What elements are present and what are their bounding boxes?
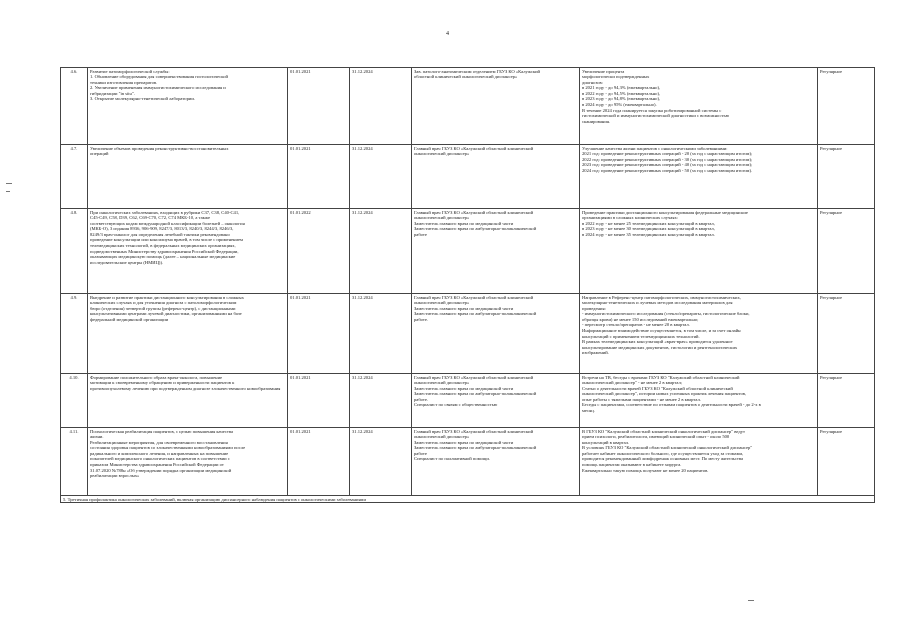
expected-result-line: помощь пациентам оказывают в кабинете хирурга. [582,462,682,468]
measure-type-cell [818,68,875,145]
responsible-executor-cell [412,294,580,374]
expected-result-cell [580,428,818,496]
expected-result-line: работает кабинет онкологического больного, где осуществляется уход за стомами, [582,450,744,456]
measure-description-line: С45-С49, С58, D39, С62, С69-С70, С72, С74 МКБ-10, а также [90,215,211,221]
responsible-executor-line: онкологический диспансер» [414,380,470,386]
expected-result-cell [580,145,818,209]
measure-description-line: Развитие патоморфологической службы: [90,68,170,74]
expected-result-line: в 2024 году - до 95% (ежеквартально). [582,102,657,108]
end-date-cell [350,374,412,428]
responsible-executor-line: работе [414,450,427,456]
expected-result-line: в 2024 году - не менее 35 телемедицинских консультаций в квартал. [582,231,715,237]
expected-result-line: сканирования. [582,118,611,124]
responsible-executor-cell [412,145,580,209]
measure-description-line: 3. Открытие молекулярно-генетической лаборатории. [90,96,195,102]
expected-result-line: молекулярно-генетических и лучевых методов исследования материалов для [582,300,733,306]
expected-result-line: онкологический диспансер", истории новых успешных практик лечения пациентов, [582,391,747,397]
measure-type: Регулярное [820,428,843,434]
measure-description-line: 31.07.2020 №788н «Об утверждении порядка организации медицинской [90,467,232,473]
expected-result-line: в 2022 году - до 94,5% (ежеквартально), [582,90,661,96]
end-date-cell [350,294,412,374]
expected-result-line: консультирование медицинских документов, гистологии и рентгенологических [582,344,738,350]
responsible-executor-line: Главный врач ГБУЗ КО «Калужский областной клинический [414,145,534,151]
measure-description-line: противоопухолевому лечению при подтвержденном диагнозе злокачественного новообразования [90,385,281,391]
end-date: 31.12.2024 [352,145,373,151]
measure-description-line: подведомственных Министерству здравоохранения Российской Федерации, [90,248,239,254]
expected-result-cell [580,209,818,294]
expected-result-line: Информационное взаимодействие осуществляется, в том числе, и за счет онлайн [582,328,741,334]
expected-result-line: В ГБУЗ КО "Калужский областной клинический онкологический диспансер" ведут [582,428,746,434]
measure-description-cell [88,68,288,145]
measure-description-line: гибридизации "in situ". [90,90,135,96]
expected-result-line: Проведение практики дистанционного консультирования федеральные медицинские [582,209,748,215]
row-number: 4.7. [70,145,78,151]
start-date: 01.01.2021 [290,374,311,380]
measure-description-line: операций [90,151,109,157]
measure-type-cell [818,428,875,496]
measure-description-line: Внедрение и развитие практики дистанционного консультирования в сложных [90,294,244,300]
responsible-executor-cell [412,209,580,294]
table-row [61,68,875,145]
measure-description-line: техники изготовления препаратов. [90,79,158,85]
measure-description-line: состояния здоровья пациентов со злокачественными новообразованиями после [90,445,246,451]
expected-result-line: В рамках телемедицинских консультаций «врач-врач» проводится удаленное [582,339,733,345]
start-date: 01.01.2021 [290,145,311,151]
expected-result-line: - иммуногистохимического исследования (стекло/препараты, гистологические блоки, [582,311,750,317]
expected-result-line: 2021 год: проведение реконструктивных операций - 20 (за год с нарастающим итогом); [582,151,753,157]
row-number-cell [61,145,88,209]
measure-type: Регулярное [820,68,843,74]
measure-description-line: реабилитации взрослых» [90,473,140,479]
measure-description-line: клинических случаях и для уточнения диагноза с патоломорфологическим [90,300,237,306]
start-date-cell [288,374,350,428]
start-date: 01.01.2021 [290,428,311,434]
measure-description-cell [88,294,288,374]
expected-result-line: прием психологи, реабилитологи, имеющий клинический опыт - около 500 [582,434,730,440]
responsible-executor-cell [412,374,580,428]
responsible-executor-cell [412,428,580,496]
table-row [61,294,875,374]
expected-result-line: онкологический диспансер" - не менее 2 в квартал; [582,380,683,386]
measure-description-line: соответствующих кодам международной классификации болезней – онкология [90,220,245,226]
measure-type-cell [818,209,875,294]
measure-type-cell [818,374,875,428]
responsible-executor-line: Специалист по паллиативной помощи. [414,456,490,462]
expected-result-line: В условиях ГБУЗ КО "Калужский областной клинический онкологический диспансер" [582,445,753,451]
measure-description-line: (МКБ-О), 3 издания 8936, 906-909, 8247/3, 8013/3, 8240/3, 8244/3, 8246/3, [90,226,234,232]
end-date: 31.12.2024 [352,294,373,300]
expected-result-line: консультаций с применением телемедицинских технологий. [582,333,700,339]
responsible-executor-line: Заместитель главного врача по медицинской части [414,385,514,391]
measure-type-cell [818,294,875,374]
responsible-executor-line: онкологический диспансер» [414,434,470,440]
expected-result-line: образцы крови) не менее 150 исследований ежеквартально; [582,316,699,322]
responsible-executor-line: Главный врач ГБУЗ КО «Калужский областной клинический [414,374,534,380]
table-row [61,209,875,294]
row-number-cell [61,428,88,496]
responsible-executor-line: Заместитель главного врача по амбулаторно-поликлинической [414,226,537,232]
expected-result-line: месяц. [582,408,595,414]
measure-description-line: радикального и комплексного лечения, и направленных на повышение [90,450,229,456]
end-date: 31.12.2024 [352,209,373,215]
start-date-cell [288,209,350,294]
expected-result-line: проводится рекомендованный лимфодренаж основных мест. По месту жительства [582,456,744,462]
measure-description-line: бюро (отделения) четвертой группы (референс-центр), с дистанционными [90,305,236,311]
start-date: 01.01.2021 [290,294,311,300]
row-number-cell [61,68,88,145]
expected-result-line: Улучшение качества жизни пациентов с онкологическими заболеваниями: [582,145,728,151]
row-number-cell [61,374,88,428]
expected-result-line: 2023 год: проведение реконструктивных операций - 40 (за год с нарастающим итогом); [582,162,753,168]
measure-description-cell [88,145,288,209]
expected-result-line: 2022 год: проведение реконструктивных операций - 30 (за год с нарастающим итогом); [582,156,753,162]
responsible-executor-line: Специалист по связям с общественностью [414,402,498,408]
expected-result-line: Ежеквартально такую помощь получают не менее 20 пациентов. [582,467,709,473]
end-date: 31.12.2024 [352,68,373,74]
responsible-executor-line: онкологический диспансер» [414,300,470,306]
section-heading: 5. Третичная профилактика онкологических заболеваний, включая организацию диспансерного наблюдения пациентов с онкологическими заболеваниями [61,496,875,503]
responsible-executor-line: работе. [414,396,429,402]
start-date: 01.01.2021 [290,68,311,74]
measure-description-cell [88,428,288,496]
row-number: 4.6. [70,68,78,74]
measure-description-line: проведение консультации или консилиума врачей, в том числе с применением [90,237,243,243]
responsible-executor-line: онкологический диспансер» [414,151,470,157]
expected-result-line: Встречи на ТВ, беседы с врачами ГБУЗ КО "Калужский областной клинический [582,374,740,380]
measure-description-line: 8249/3 врач-онколог для определения лечебной тактики рекомендовано [90,231,230,237]
measure-description-line: консультативными центрами лучевой диагностики, организованными на базе [90,311,242,317]
expected-result-line: проведения: [582,305,606,311]
expected-result-line: Статьи о деятельности врачей ГБУЗ КО "Калужский областной клинический [582,385,733,391]
start-date-cell [288,68,350,145]
expected-result-line: гистохимической и иммуногистохимической диагностики с возможностью [582,113,730,119]
measure-type: Регулярное [820,294,843,300]
responsible-executor-line: Заместитель главного врача по медицинской части [414,305,514,311]
expected-result-line: в 2023 году - не менее 30 телемедицинских консультаций в квартал, [582,226,715,232]
start-date: 01.01.2022 [290,209,311,215]
table-row [61,374,875,428]
table-row [61,145,875,209]
measure-description-line: показателей медицинского онкологических пациентов в соответствии с [90,456,230,462]
measure-type: Регулярное [820,374,843,380]
responsible-executor-line: Заместитель главного врача по амбулаторно-поликлинической [414,391,537,397]
measure-description-line: Формирование положительного образа врача-онколога, повышение [90,374,223,380]
measure-description-line: телемедицинских технологий, в федеральных медицинских организациях, [90,243,236,249]
measure-description-line: жизни. [90,434,104,440]
measure-description-cell [88,374,288,428]
expected-result-line: морфологически подтвержденных [582,74,650,80]
expected-result-line: Беседы с пациентами, соответствие по отзывам пациентов о деятельности врачей - до 2-х в [582,402,761,408]
expected-result-line: Направление в Референс-центр патоморфологических, иммуногистохимических, [582,294,741,300]
responsible-executor-cell [412,68,580,145]
start-date-cell [288,145,350,209]
measure-description-line: приказом Министерства здравоохранения Российской Федерации от [90,462,224,468]
section-heading-row [61,496,875,503]
measure-description-line: исследовательские центры (НМИЦ)). [90,259,164,265]
end-date-cell [350,209,412,294]
expected-result-cell [580,294,818,374]
responsible-executor-line: работе. [414,316,429,322]
end-date-cell [350,145,412,209]
responsible-executor-line: Заместитель главного врача по амбулаторно-поликлинической [414,311,537,317]
responsible-executor-line: Заместитель главного врача по медицинской части [414,220,514,226]
measure-description-line: мотивации к своевременному обращению и приверженности пациентов к [90,380,235,386]
expected-result-line: в 2021 году - до 94,3% (ежеквартально), [582,85,661,91]
responsible-executor-line: работе [414,231,427,237]
measure-description-cell [88,209,288,294]
page-number: 4 [446,31,449,37]
expected-result-line: В течение 2024 года планируется закупка роботизированной системы с [582,107,722,113]
expected-result-line: опыт работы с тяжелыми пациентами - не менее 2 в квартал. [582,396,701,402]
responsible-executor-line: Главный врач ГБУЗ КО «Калужский областной клинический [414,294,534,300]
measure-description-line: 2. Увеличение применения иммуногистохимического исследования и [90,85,226,91]
expected-result-line: в 2023 году - до 94,8% (ежеквартально), [582,96,661,102]
row-number: 4.8. [70,209,78,215]
row-number: 4.10. [69,374,79,380]
row-number-cell [61,209,88,294]
responsible-executor-line: областной клинический онкологический диспансер» [414,74,518,80]
responsible-executor-line: Заместитель главного врача по амбулаторно-поликлинической [414,445,537,451]
end-date-cell [350,68,412,145]
expected-result-line: консультаций в квартал. [582,439,630,445]
measure-description-line: федеральной медицинской организации [90,316,169,322]
measure-description-line: 1. Обновление оборудования для совершенствования гистологической [90,74,228,80]
responsible-executor-line: Зав. патолого-анатомическим отделением ГБУЗ КО «Калужский [414,68,541,74]
measure-type-cell [818,145,875,209]
expected-result-cell [580,68,818,145]
measure-type: Регулярное [820,145,843,151]
start-date-cell [288,428,350,496]
measure-description-line: Реабилитационные мероприятия, для своевременного восстановления [90,439,228,445]
plan-table [60,67,875,503]
start-date-cell [288,294,350,374]
end-date-cell [350,428,412,496]
row-number: 4.11. [69,428,79,434]
table-row [61,428,875,496]
end-date: 31.12.2024 [352,428,373,434]
responsible-executor-line: Главный врач ГБУЗ КО «Калужский областной клинический [414,209,534,215]
end-date: 31.12.2024 [352,374,373,380]
measure-description-line: оказывающих медицинскую помощь (далее – национальные медицинские [90,254,236,260]
expected-result-line: Увеличение процента [582,68,625,74]
expected-result-line: - пересмотр стекло/препаратов - не менее 20 в квартал. [582,322,690,328]
expected-result-cell [580,374,818,428]
expected-result-line: 2024 год: проведение реконструктивных операций - 50 (за год с нарастающим итогом). [582,167,753,173]
measure-description-line: Увеличение объемов проведения реконструктивно-восстановительных [90,145,229,151]
expected-result-line: диагнозов: [582,79,604,85]
expected-result-line: изображений. [582,350,609,356]
row-number-cell [61,294,88,374]
expected-result-line: организациями в сложных клинических случаях: [582,215,679,221]
measure-type: Регулярное [820,209,843,215]
expected-result-line: в 2022 году - не менее 25 телемедицинских консультаций в квартал, [582,220,715,226]
responsible-executor-line: Главный врач ГБУЗ КО «Калужский областной клинический [414,428,534,434]
measure-description-line: Психологическая реабилитация пациентов, с целью повышения качества [90,428,234,434]
responsible-executor-line: онкологический диспансер» [414,215,470,221]
measure-description-line: При онкологических заболеваниях, входящих в рубрики С37, С38, С40-С41, [90,209,240,215]
row-number: 4.9. [70,294,78,300]
responsible-executor-line: Заместитель главного врача по медицинской части [414,439,514,445]
